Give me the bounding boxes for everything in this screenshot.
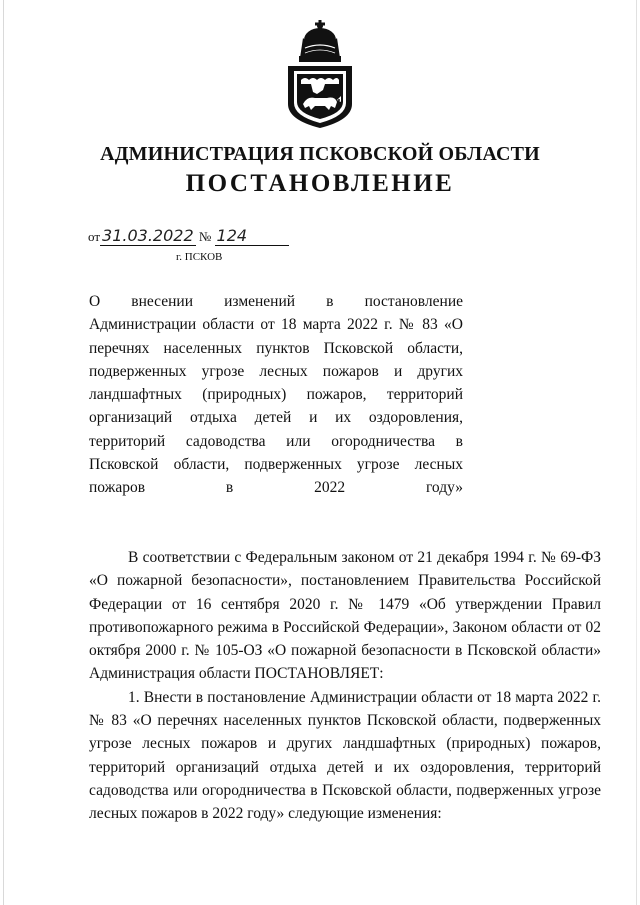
scan-edge-right bbox=[636, 0, 637, 905]
document-body bbox=[89, 546, 601, 826]
date-prefix: от bbox=[88, 229, 101, 244]
preamble-paragraph: В соответствии с Федеральным законом от 21 декабря 1994 г. № 69-ФЗ «О пожарной безопасности», постановлением Правительства Российской Федерации от 16 сентября 2020 г. № 1479 «Об утверждении Правил противопожарного режима в Российской Федерации», Законом области от 02 октября 2000 г. № 105-ОЗ «О пожарной безопасности в Псковской области» Администрация области ПОСТАНОВЛЯЕТ: bbox=[89, 549, 601, 683]
item-1-paragraph: 1. Внести в постановление Администрации области от 18 марта 2022 г. № 83 «О перечнях населенных пунктов Псковской области, подверженных угрозе лесных пожаров и других ландшафтных (природных) пожаров, территорий организаций отдыха детей и их оздоровления, территорий садоводства или огородничества в Псковской области, подверженных угрозе лесных пожаров в 2022 году» следующие изменения: bbox=[89, 688, 601, 823]
scan-edge-left bbox=[3, 0, 4, 905]
document-date: 31.03.2022 bbox=[102, 226, 194, 245]
coat-of-arms-icon bbox=[283, 18, 357, 130]
city-label: г. ПСКОВ bbox=[176, 251, 223, 263]
number-prefix: № bbox=[198, 229, 212, 244]
document-subject: О внесении изменений в постановление Администрации области от 18 марта 2022 г. № 83 «О перечнях населенных пунктов Псковской области, подверженных угрозе лесных пожаров и других ландшафтных (природных) пожаров, территорий организаций отдыха детей и их оздоровления, территорий садоводства или огородничества в Псковской области, подверженных угрозе лесных пожаров в 2022 году» bbox=[89, 293, 463, 497]
document-type-title: ПОСТАНОВЛЕНИЕ bbox=[185, 170, 455, 197]
organization-title: АДМИНИСТРАЦИЯ ПСКОВСКОЙ ОБЛАСТИ bbox=[100, 143, 540, 165]
date-number-line bbox=[88, 226, 289, 246]
document-number: 124 bbox=[215, 226, 289, 246]
